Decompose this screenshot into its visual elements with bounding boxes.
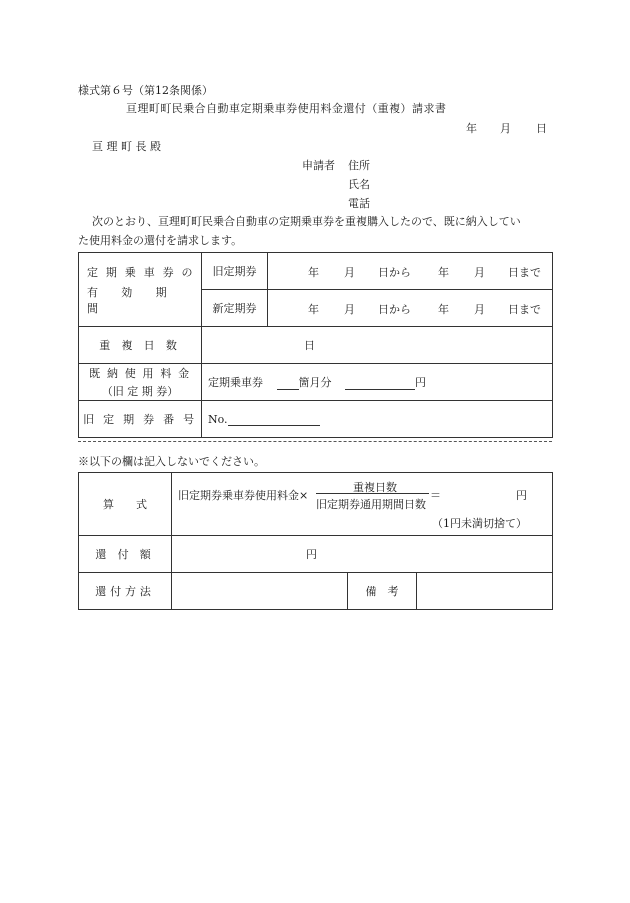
refund-amount-label: 還 付 額 xyxy=(79,536,172,573)
duplicate-days-field[interactable]: 日 xyxy=(202,327,553,364)
paid-fee-label: 既 納 使 用 料 金 （旧 定 期 券） xyxy=(79,364,202,401)
intro-line-1: 次のとおり、亘理町町民乗合自動車の定期乗車券を重複購入したので、既に納入してい xyxy=(92,215,521,228)
refund-request-table xyxy=(78,252,553,438)
remarks-label: 備 考 xyxy=(348,573,417,610)
applicant-name-label: 氏名 xyxy=(348,178,370,191)
old-ticket-number-label: 旧 定 期 券 番 号 xyxy=(79,401,202,438)
intro-line-2: た使用料金の還付を請求します。 xyxy=(78,234,243,247)
date-day: 日 xyxy=(536,122,547,135)
refund-method-label: 還付方法 xyxy=(79,573,172,610)
office-use-table xyxy=(78,472,553,610)
validity-period-label: 定 期 乗 車 券 の 有 効 期 間 xyxy=(79,253,202,327)
applicant-address-label: 住所 xyxy=(348,159,370,172)
new-ticket-label: 新定期券 xyxy=(202,290,268,327)
date-month: 月 xyxy=(500,122,511,135)
formula-field: 旧定期券乗車券使用料金× 重複日数 旧定期券通用期間日数 ＝ 円 （1円未満切捨て） xyxy=(172,473,553,536)
applicant-label: 申請者 xyxy=(302,159,335,172)
refund-amount-field: 円 xyxy=(172,536,553,573)
office-use-note: ※以下の欄は記入しないでください。 xyxy=(78,455,265,468)
old-ticket-label: 旧定期券 xyxy=(202,253,268,290)
remarks-field xyxy=(417,573,553,610)
cut-line-divider xyxy=(78,441,552,442)
addressee: 亘 理 町 長 殿 xyxy=(92,140,161,153)
duplicate-days-label: 重 複 日 数 xyxy=(79,327,202,364)
applicant-phone-label: 電話 xyxy=(348,197,370,210)
form-number: 様式第６号（第12条関係） xyxy=(78,84,213,97)
old-ticket-period[interactable]: 年 月 日から 年 月 日まで xyxy=(268,253,553,290)
date-year: 年 xyxy=(466,122,477,135)
document-title: 亘理町町民乗合自動車定期乗車券使用料金還付（重複）請求書 xyxy=(126,102,447,115)
months-input[interactable] xyxy=(277,378,299,390)
paid-fee-field[interactable]: 定期乗車券 箇月分 円 xyxy=(202,364,553,401)
ticket-number-input[interactable] xyxy=(228,414,320,426)
fraction-bar xyxy=(316,493,429,494)
formula-label: 算 式 xyxy=(79,473,172,536)
new-ticket-period[interactable]: 年 月 日から 年 月 日まで xyxy=(268,290,553,327)
refund-method-field xyxy=(172,573,348,610)
old-ticket-number-field[interactable]: No. xyxy=(202,401,553,438)
amount-input[interactable] xyxy=(345,378,415,390)
